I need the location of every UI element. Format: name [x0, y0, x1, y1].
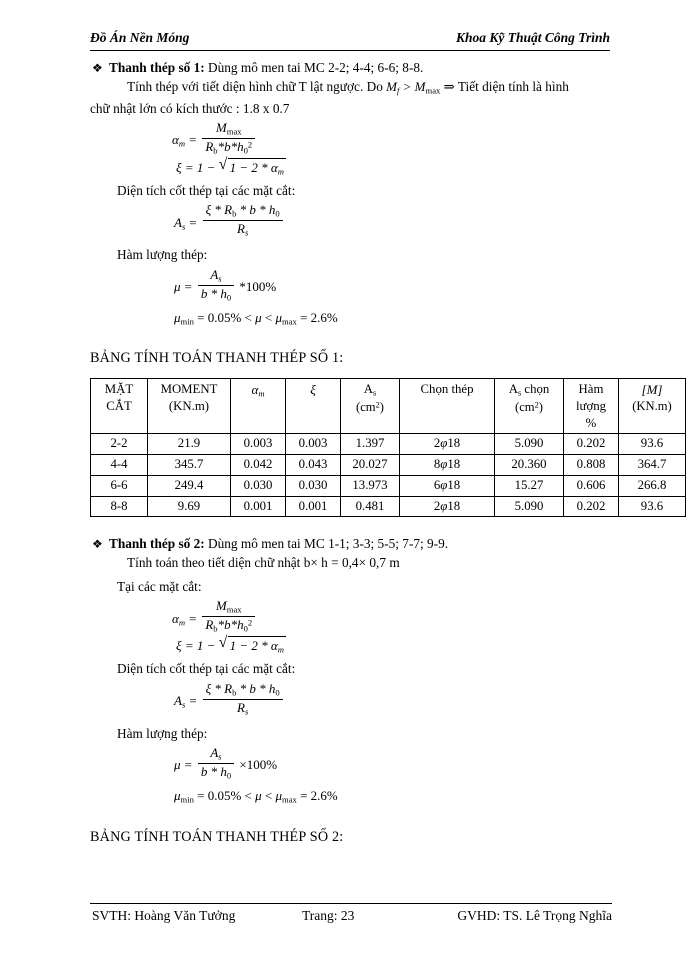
cell-as: 13.973: [341, 475, 400, 496]
table1-title: BẢNG TÍNH TOÁN THANH THÉP SỐ 1:: [90, 350, 344, 367]
section1-formula-as: $A_s$ = $\frac{\xi * R_b * b * h_0}{R_s}$: [174, 203, 612, 238]
footer-student: SVTH: Hoàng Văn Tưởng: [92, 908, 236, 923]
table-row: [91, 496, 686, 517]
cell-chon-thep: 6φ18: [400, 475, 495, 496]
header-divider: [90, 50, 610, 51]
header-right-title: Khoa Kỹ Thuật Công Trình: [455, 30, 610, 45]
footer-page-number: Trang: 23: [302, 908, 355, 923]
section2-heading: [90, 535, 612, 553]
section2-title-rest: Dùng mô men tai MC 1-1; 3-3; 5-5; 7-7; 9-9.: [204, 536, 449, 552]
header-left-title: Đồ Án Nền Móng: [90, 30, 190, 45]
footer-advisor: GVHD: TS. Lê Trọng Nghĩa: [457, 908, 612, 923]
section2-formula-as: $A_s$ = $\frac{\xi * R_b * b * h_0}{R_s}$: [174, 682, 612, 717]
cell-section: 8-8: [91, 496, 148, 517]
col-header-xi: ξ: [286, 379, 341, 434]
section2-formula-alpha: $\alpha_m$ = $\frac{M_{max}}{R_b*b*h_0^2}$: [172, 599, 612, 634]
diamond-bullet-icon: ❖: [92, 61, 103, 75]
section1-line2-inline-math: $M_f > M_{max}$: [386, 78, 441, 96]
cell-m-allow: 266.8: [619, 475, 686, 496]
cell-moment: 21.9: [148, 433, 231, 454]
table1-body: [91, 433, 686, 517]
col-header-alpha-m: $\alpha_m$: [231, 379, 286, 434]
cell-alpha: 0.001: [231, 496, 286, 517]
cell-xi: 0.003: [286, 433, 341, 454]
section1-formula-mu: μ = $\frac{A_s}{b * h_0}$ *100%: [174, 266, 277, 303]
cell-ham-luong: 0.606: [564, 475, 619, 496]
cell-moment: 249.4: [148, 475, 231, 496]
cell-as: 0.481: [341, 496, 400, 517]
section1-formula-mu-limits: $\mu_{min} = 0.05\% < \mu < \mu_{max} = 2.6\%$: [174, 309, 338, 327]
document-body: [90, 57, 672, 847]
cell-section: 4-4: [91, 454, 148, 475]
table-row: [91, 454, 686, 475]
cell-chon-thep: 8φ18: [400, 454, 495, 475]
col-header-as-chon: $A_s$ chọn $(cm^2)$: [495, 379, 564, 434]
table2-title: BẢNG TÍNH TOÁN THANH THÉP SỐ 2:: [90, 828, 344, 845]
table-header-row: [91, 379, 686, 434]
section2-formula-xi: ξ = 1 − √ $1 - 2 * \alpha_m$: [176, 636, 612, 656]
col-header-m-bracket: [M] (KN.m): [619, 379, 686, 434]
cell-ham-luong: 0.202: [564, 433, 619, 454]
page-footer: [92, 908, 612, 924]
cell-ham-luong: 0.808: [564, 454, 619, 475]
cell-chon-thep: 2φ18: [400, 433, 495, 454]
section1-line3: chữ nhật lớn có kích thước : 1.8 x 0.7: [90, 100, 290, 116]
col-header-moment: MOMENT (KN.m): [148, 379, 231, 434]
section2-area-label: Diện tích cốt thép tại các mặt cắt:: [117, 661, 296, 677]
cell-xi: 0.043: [286, 454, 341, 475]
section2-line2: Tính toán theo tiết diện chữ nhật b× h = 0,4× 0,7 m: [127, 555, 400, 571]
col-header-ham-luong: Hàm lượng %: [564, 379, 619, 434]
section1-formula-xi: ξ = 1 − √ $1 - 2 * \alpha_m$: [176, 158, 612, 178]
table1-head: [91, 379, 686, 434]
section1-heading: [90, 59, 612, 77]
cell-as: 20.027: [341, 454, 400, 475]
page-header: [90, 30, 610, 46]
section1-heading-text: [109, 59, 423, 77]
table-row: [91, 433, 686, 454]
section1-line2-suffix: ⇒ Tiết diện tính là hình: [440, 78, 569, 94]
section1-title: Thanh thép số 1:: [109, 60, 205, 75]
cell-as-chon: 5.090: [495, 433, 564, 454]
cell-alpha: 0.042: [231, 454, 286, 475]
section2-sections-label: Tại các mặt cắt:: [117, 578, 202, 594]
cell-ham-luong: 0.202: [564, 496, 619, 517]
col-header-section: MẶT CẮT: [91, 379, 148, 434]
section1-ratio-label: Hàm lượng thép:: [117, 247, 208, 263]
section1-area-label: Diện tích cốt thép tại các mặt cắt:: [117, 182, 296, 198]
diamond-bullet-icon: ❖: [92, 537, 103, 552]
cell-section: 6-6: [91, 475, 148, 496]
cell-as-chon: 5.090: [495, 496, 564, 517]
cell-alpha: 0.030: [231, 475, 286, 496]
col-header-chon-thep: Chọn thép: [400, 379, 495, 434]
section2-formula-mu-limits: $\mu_{min} = 0.05\% < \mu < \mu_{max} = 2.6\%$: [174, 788, 338, 805]
calculation-table-1: [90, 378, 686, 517]
cell-alpha: 0.003: [231, 433, 286, 454]
cell-as: 1.397: [341, 433, 400, 454]
col-header-as: $A_s$ $(cm^2)$: [341, 379, 400, 434]
section1-mu-tail: *100%: [239, 279, 277, 295]
cell-m-allow: 93.6: [619, 496, 686, 517]
section2-mu-tail: ×100%: [239, 757, 278, 773]
table-row: [91, 475, 686, 496]
cell-m-allow: 93.6: [619, 433, 686, 454]
cell-xi: 0.030: [286, 475, 341, 496]
section2-ratio-label: Hàm lượng thép:: [117, 725, 208, 741]
cell-section: 2-2: [91, 433, 148, 454]
cell-moment: 345.7: [148, 454, 231, 475]
cell-moment: 9.69: [148, 496, 231, 517]
section1-formula-alpha: $\alpha_m$ = $\frac{M_{max}}{R_b*b*h_0^2}$: [172, 121, 612, 156]
footer-divider: [90, 903, 612, 904]
section2-heading-text: [109, 535, 448, 553]
cell-as-chon: 20.360: [495, 454, 564, 475]
section1-line2: [127, 78, 612, 97]
section1-title-rest: Dùng mô men tai MC 2-2; 4-4; 6-6; 8-8.: [204, 60, 424, 75]
section2-formula-mu: μ = $\frac{A_s}{b * h_0}$ ×100%: [174, 745, 278, 781]
section1-line2-prefix: Tính thép với tiết diện hình chữ T lật ngược. Do: [127, 78, 387, 94]
cell-chon-thep: 2φ18: [400, 496, 495, 517]
cell-xi: 0.001: [286, 496, 341, 517]
cell-as-chon: 15.27: [495, 475, 564, 496]
cell-m-allow: 364.7: [619, 454, 686, 475]
section2-title: Thanh thép số 2:: [109, 536, 205, 552]
